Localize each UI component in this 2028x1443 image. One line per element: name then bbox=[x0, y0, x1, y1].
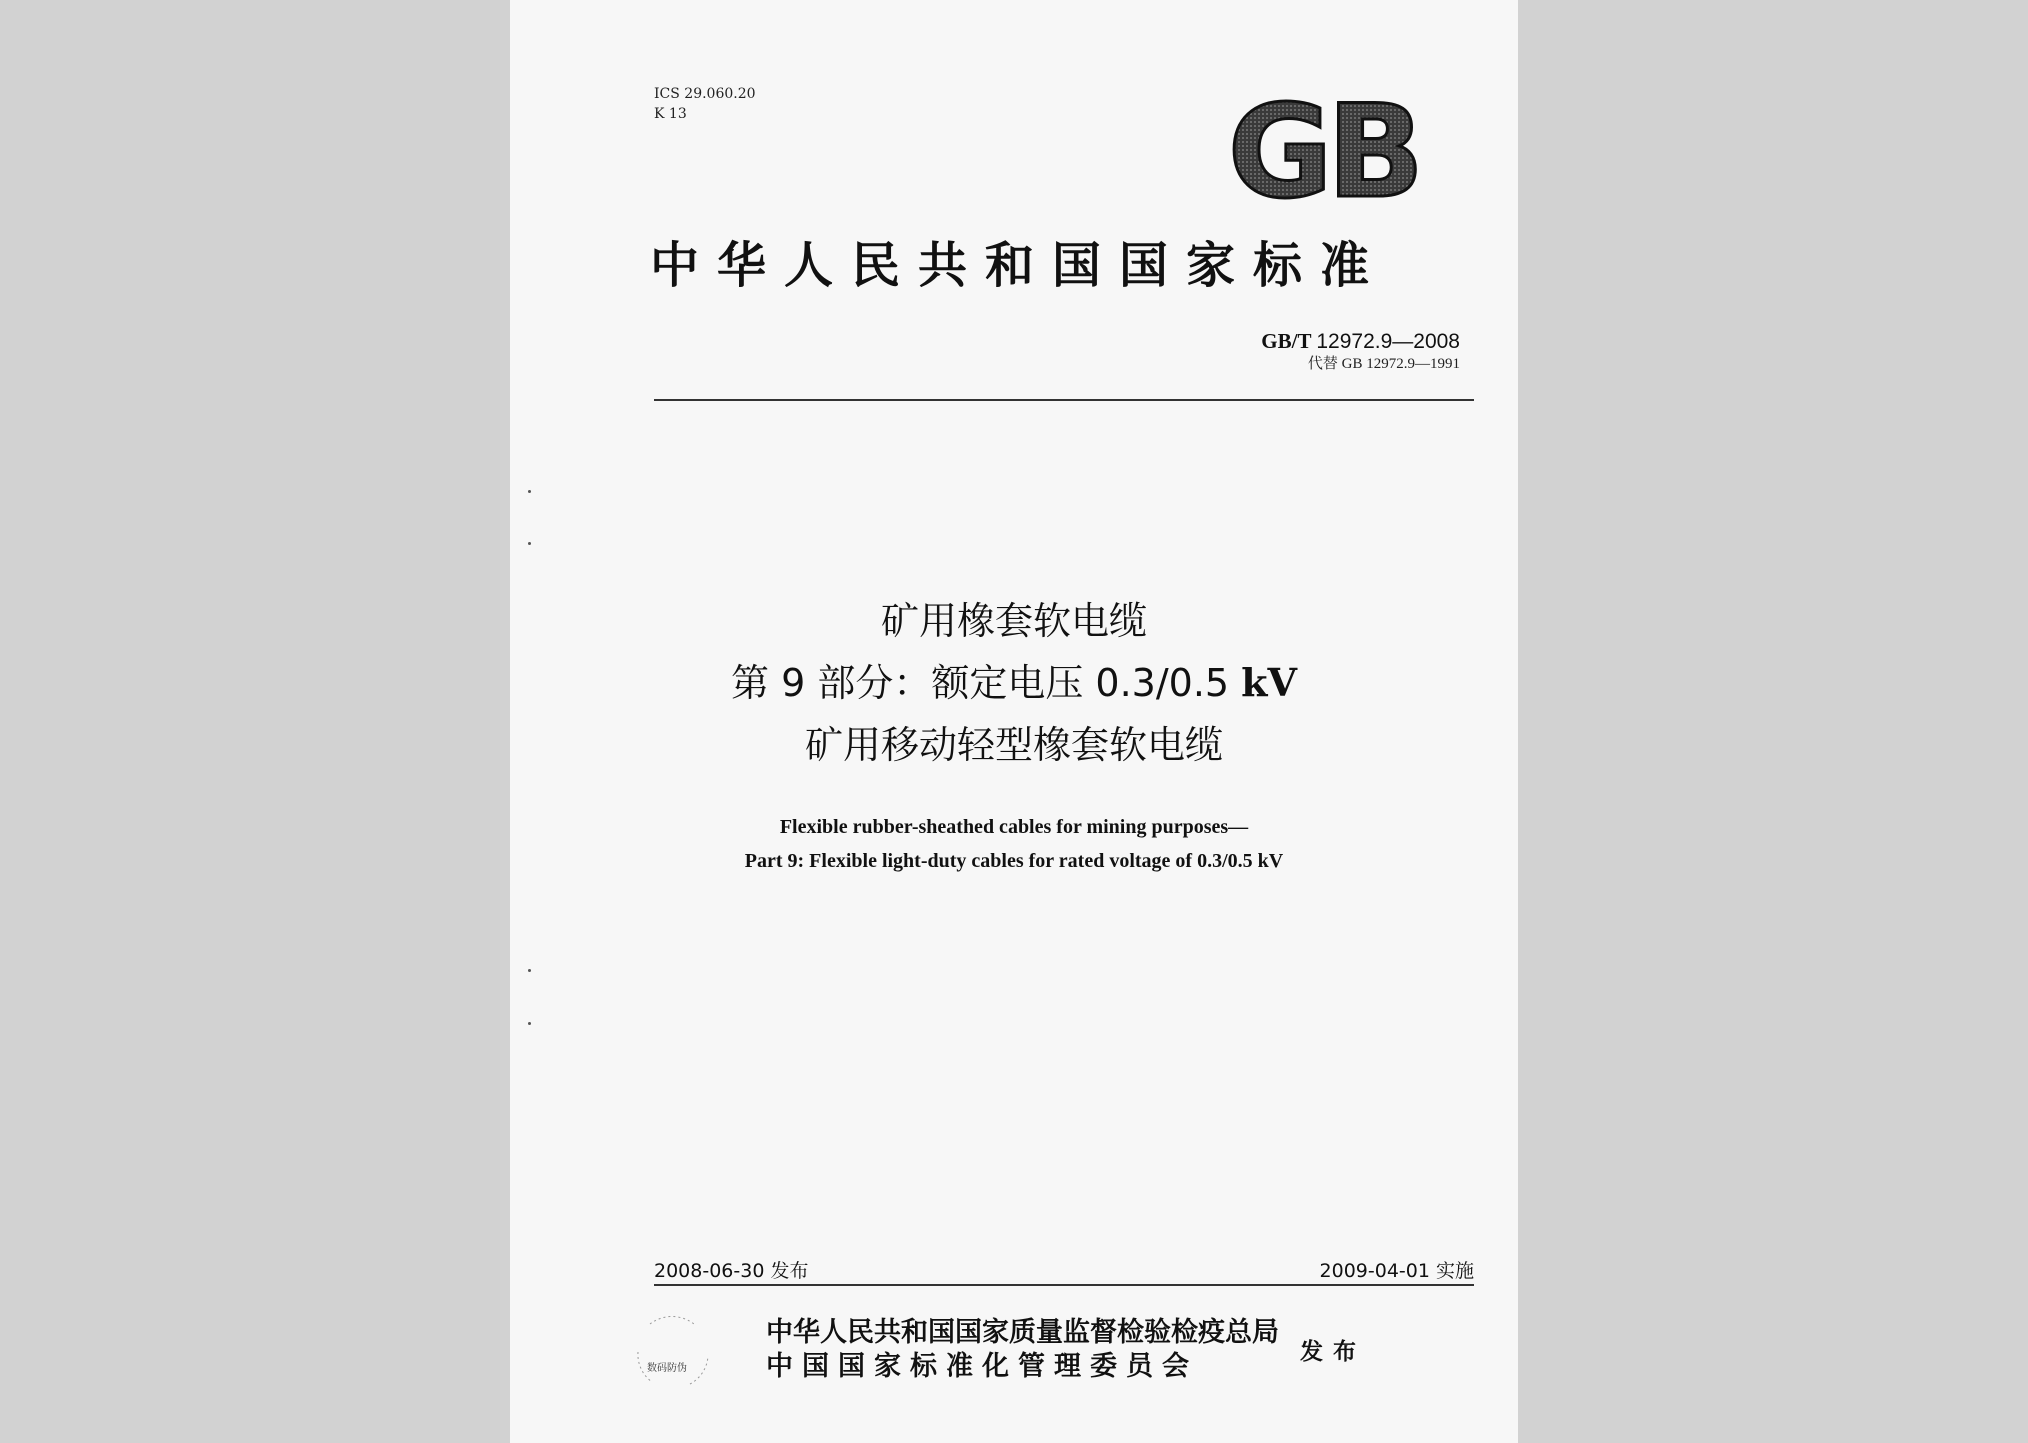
replaces-standard: 代替 GB 12972.9—1991 bbox=[1307, 356, 1460, 372]
issuer-sac: 中国国家标准化管理委员会 bbox=[766, 1351, 1198, 1382]
document-page bbox=[510, 0, 1518, 1443]
scan-mark bbox=[528, 542, 531, 545]
issue-date: 2008-06-30 发布 bbox=[654, 1260, 809, 1282]
gb-logo-letters: GB bbox=[1227, 96, 1419, 204]
issuing-authorities bbox=[766, 1316, 1279, 1384]
chinese-title-line2 bbox=[510, 652, 1518, 714]
scan-mark bbox=[528, 1022, 531, 1025]
voltage-unit: kV bbox=[1241, 660, 1297, 705]
chinese-title-line3: 矿用移动轻型橡套软电缆 bbox=[804, 723, 1223, 767]
gb-logo bbox=[1217, 96, 1429, 204]
issuer-aqsiq: 中华人民共和国国家质量监督检验检疫总局 bbox=[766, 1317, 1279, 1348]
standard-number-block bbox=[1261, 328, 1460, 373]
publish-label: 发布 bbox=[1300, 1339, 1366, 1365]
standard-code: 12972.9—2008 bbox=[1316, 330, 1460, 353]
chinese-title bbox=[510, 590, 1518, 776]
footer-divider bbox=[654, 1284, 1474, 1286]
seal-label: 数码防伪 bbox=[647, 1363, 687, 1374]
english-title-line1: Flexible rubber-sheathed cables for mining purposes— bbox=[779, 816, 1249, 838]
anti-counterfeit-seal-icon bbox=[630, 1312, 714, 1392]
header-divider bbox=[654, 399, 1474, 401]
effective-date: 2009-04-01 实施 bbox=[1319, 1260, 1474, 1282]
chinese-title-line2-text: 第 9 部分：额定电压 0.3/0.5 bbox=[731, 661, 1242, 705]
ics-code: ICS 29.060.20 bbox=[654, 86, 756, 102]
standard-number bbox=[1261, 328, 1460, 355]
english-title bbox=[510, 810, 1518, 878]
classification-codes bbox=[654, 84, 756, 124]
standard-prefix: GB/T bbox=[1261, 329, 1312, 353]
scan-mark bbox=[528, 490, 531, 493]
scan-mark bbox=[528, 969, 531, 972]
chinese-title-line1: 矿用橡套软电缆 bbox=[880, 599, 1147, 643]
english-title-line2: Part 9: Flexible light-duty cables for rated voltage of 0.3/0.5 kV bbox=[744, 850, 1284, 872]
national-standard-title: 中华人民共和国国家标准 bbox=[650, 237, 1388, 294]
ccs-code: K 13 bbox=[654, 106, 687, 122]
